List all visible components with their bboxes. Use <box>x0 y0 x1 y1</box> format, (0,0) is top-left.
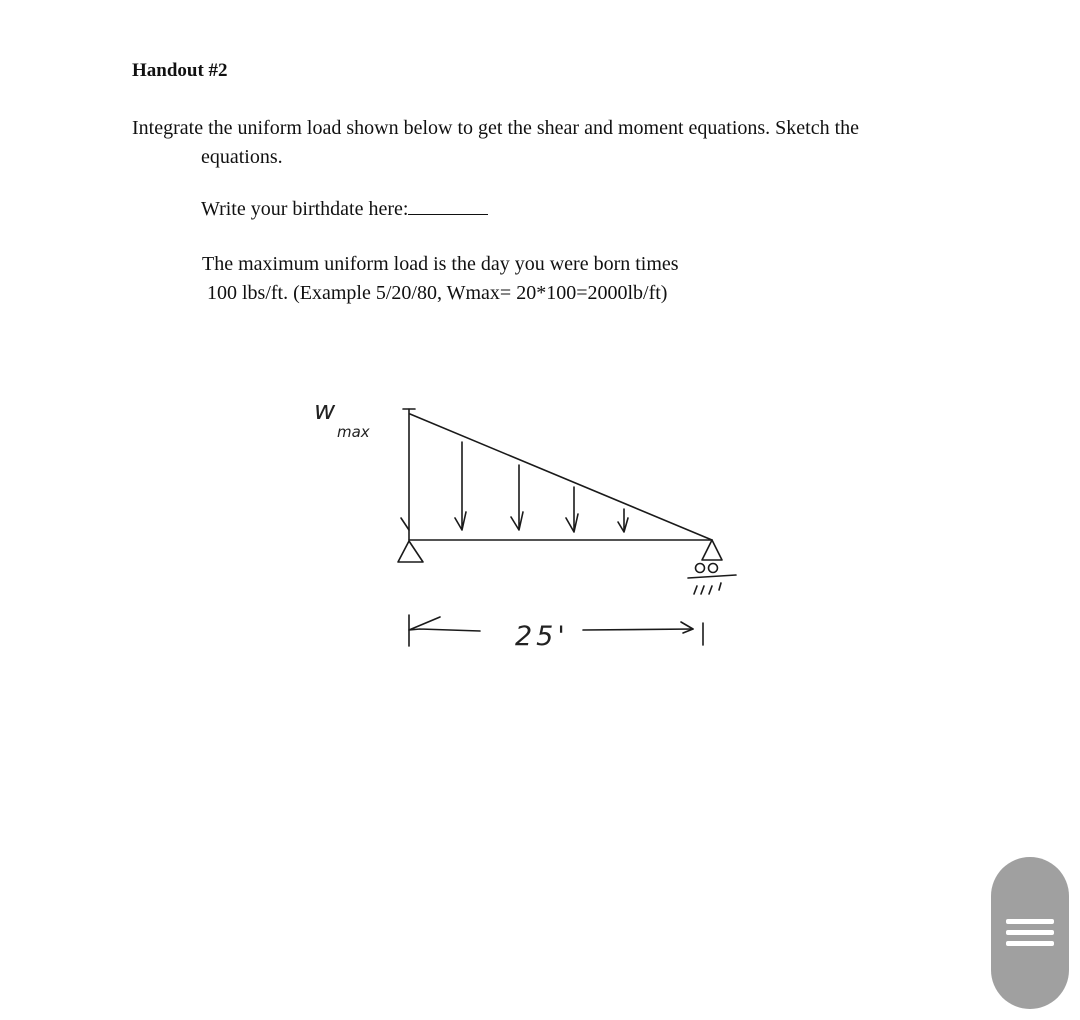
load-rule-line-1: The maximum uniform load is the day you were born times <box>202 253 679 275</box>
load-arrow <box>618 509 628 532</box>
load-arrow <box>511 465 523 530</box>
load-rule-line-2: 100 lbs/ft. (Example 5/20/80, Wmax= 20*100=2000lb/ft) <box>207 282 668 304</box>
pin-support <box>398 541 423 562</box>
load-arrow <box>566 487 578 532</box>
instruction-line-1: Integrate the uniform load shown below to get the shear and moment equations. Sketch the <box>132 117 860 139</box>
load-subscript: max <box>337 423 370 441</box>
ground-hatch <box>694 583 721 594</box>
span-label: 25' <box>515 621 569 652</box>
roller-support <box>702 540 722 560</box>
handout-title: Handout #2 <box>132 60 228 81</box>
roller <box>696 564 705 573</box>
instruction-line-2: equations. <box>201 146 283 168</box>
beam-load-diagram <box>300 380 760 660</box>
roller <box>709 564 718 573</box>
load-distribution-line <box>410 414 712 540</box>
birthdate-prompt: Write your birthdate here: <box>201 198 409 220</box>
scroll-handle[interactable] <box>991 857 1069 1009</box>
load-arrow <box>455 442 466 530</box>
load-symbol: w <box>314 396 336 426</box>
birthdate-prompt-line <box>201 198 488 221</box>
dimension-right-arrow <box>681 622 693 633</box>
ground-line <box>688 575 736 578</box>
dimension-right-line <box>583 629 693 630</box>
birthdate-blank <box>408 200 488 215</box>
dimension-left-arrow <box>409 617 480 631</box>
load-arrows <box>455 442 628 532</box>
instruction-text <box>132 114 1012 172</box>
